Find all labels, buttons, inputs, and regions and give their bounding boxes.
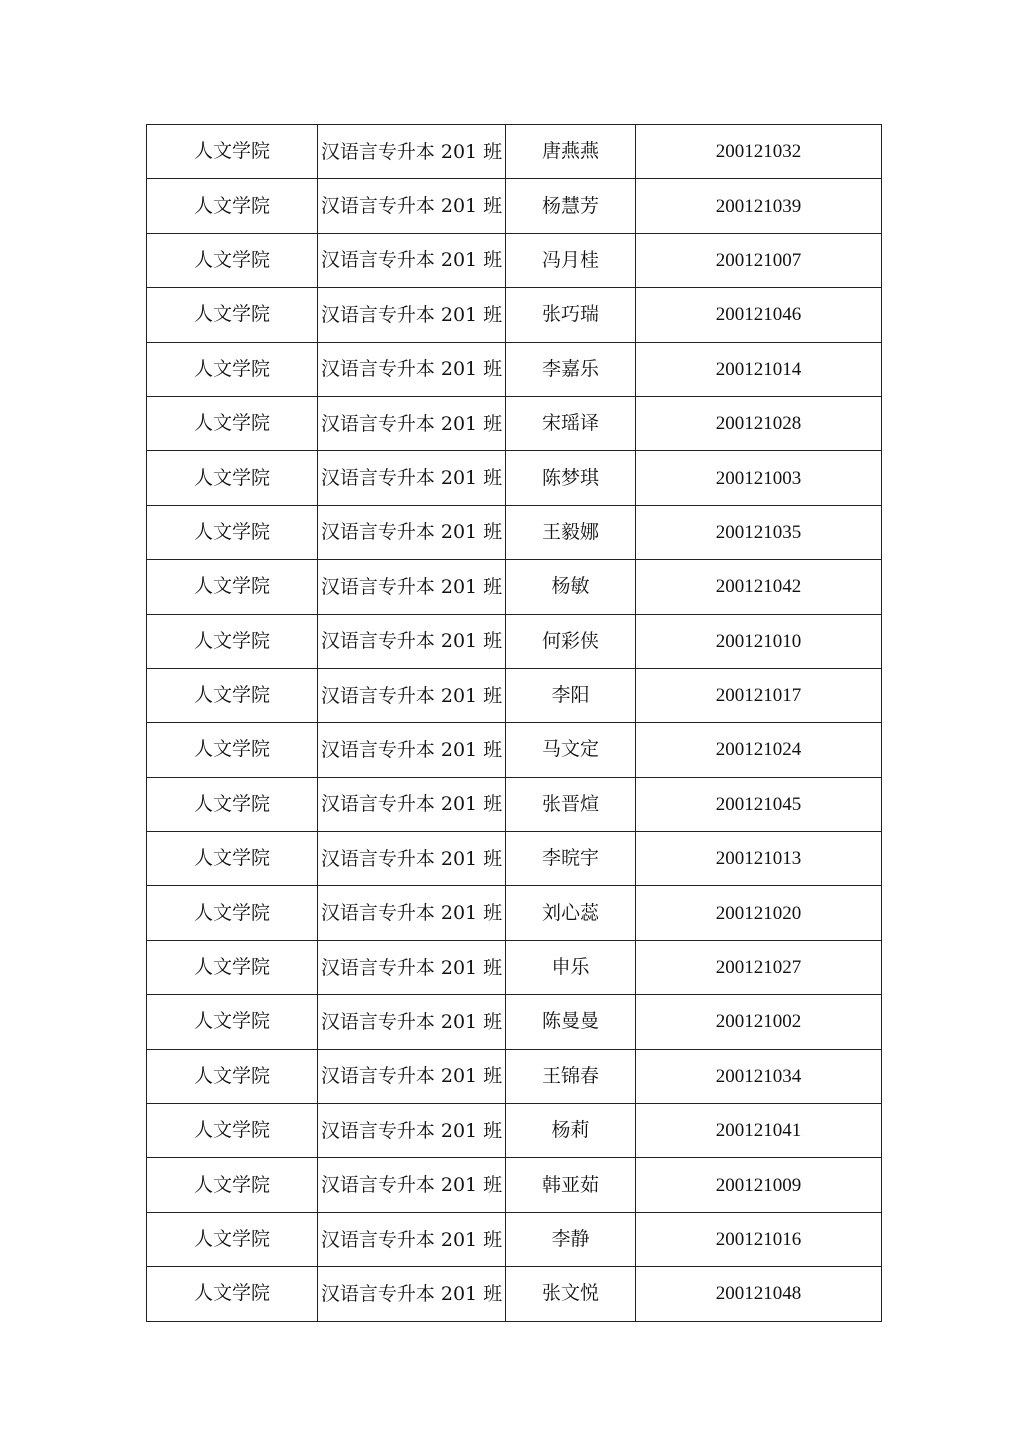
table-row xyxy=(147,940,882,994)
student-name-cell xyxy=(506,560,636,614)
class-cell xyxy=(318,288,506,342)
student-name-cell-text: 陈梦琪 xyxy=(541,466,599,489)
class-cell-text: 汉语言专升本 201 班 xyxy=(320,684,503,707)
student-name-cell xyxy=(506,1212,636,1266)
student-id-cell xyxy=(636,179,882,233)
student-id-cell xyxy=(636,886,882,940)
student-name-cell xyxy=(506,179,636,233)
student-id-cell-text: 200121017 xyxy=(715,685,802,707)
college-cell xyxy=(147,125,318,179)
table-row xyxy=(147,1049,882,1103)
college-cell-text: 人文学院 xyxy=(193,738,270,761)
class-cell-text: 汉语言专升本 201 班 xyxy=(320,1010,503,1033)
class-cell-text: 汉语言专升本 201 班 xyxy=(320,1228,503,1251)
student-id-cell-text: 200121042 xyxy=(715,576,802,598)
student-id-cell-text: 200121035 xyxy=(715,521,802,543)
class-cell xyxy=(318,995,506,1049)
college-cell xyxy=(147,342,318,396)
class-cell xyxy=(318,125,506,179)
student-id-cell-text: 200121048 xyxy=(715,1283,802,1305)
student-id-cell-text: 200121039 xyxy=(715,195,802,217)
table-row xyxy=(147,560,882,614)
student-name-cell xyxy=(506,1104,636,1158)
college-cell xyxy=(147,777,318,831)
college-cell xyxy=(147,396,318,450)
student-name-cell-text: 马文定 xyxy=(541,738,599,761)
table-row xyxy=(147,396,882,450)
class-cell xyxy=(318,886,506,940)
table-row xyxy=(147,723,882,777)
table-row xyxy=(147,451,882,505)
table-row xyxy=(147,1104,882,1158)
student-name-cell-text: 杨敏 xyxy=(551,575,590,598)
student-id-cell xyxy=(636,233,882,287)
student-name-cell xyxy=(506,940,636,994)
student-id-cell xyxy=(636,995,882,1049)
table-row xyxy=(147,1158,882,1212)
student-id-cell xyxy=(636,668,882,722)
class-cell-text: 汉语言专升本 201 班 xyxy=(320,630,503,653)
college-cell xyxy=(147,1104,318,1158)
college-cell-text: 人文学院 xyxy=(193,1010,270,1033)
student-id-cell-text: 200121002 xyxy=(715,1011,802,1033)
student-id-cell-text: 200121010 xyxy=(715,630,802,652)
college-cell xyxy=(147,505,318,559)
class-cell-text: 汉语言专升本 201 班 xyxy=(320,358,503,381)
student-id-cell-text: 200121020 xyxy=(715,902,802,924)
college-cell-text: 人文学院 xyxy=(193,901,270,924)
student-id-cell xyxy=(636,940,882,994)
college-cell-text: 人文学院 xyxy=(193,684,270,707)
college-cell xyxy=(147,832,318,886)
student-id-cell-text: 200121046 xyxy=(715,304,802,326)
class-cell-text: 汉语言专升本 201 班 xyxy=(320,847,503,870)
class-cell xyxy=(318,451,506,505)
college-cell-text: 人文学院 xyxy=(193,1119,270,1142)
class-cell xyxy=(318,1158,506,1212)
table-row xyxy=(147,995,882,1049)
table-row xyxy=(147,342,882,396)
student-name-cell-text: 王毅娜 xyxy=(541,520,599,543)
student-name-cell-text: 宋瑶译 xyxy=(541,412,599,435)
table-row xyxy=(147,614,882,668)
student-id-cell xyxy=(636,1212,882,1266)
student-id-cell-text: 200121032 xyxy=(715,141,802,163)
student-id-cell-text: 200121045 xyxy=(715,793,802,815)
table-row xyxy=(147,1267,882,1321)
student-name-cell xyxy=(506,614,636,668)
class-cell xyxy=(318,560,506,614)
student-id-cell-text: 200121013 xyxy=(715,848,802,870)
class-cell-text: 汉语言专升本 201 班 xyxy=(320,1065,503,1088)
student-name-cell-text: 杨莉 xyxy=(551,1119,590,1142)
student-id-cell xyxy=(636,723,882,777)
student-name-cell xyxy=(506,886,636,940)
college-cell xyxy=(147,560,318,614)
table-row xyxy=(147,179,882,233)
college-cell xyxy=(147,1158,318,1212)
student-id-cell-text: 200121003 xyxy=(715,467,802,489)
student-name-cell-text: 张巧瑞 xyxy=(541,303,599,326)
class-cell-text: 汉语言专升本 201 班 xyxy=(320,575,503,598)
student-name-cell-text: 王锦春 xyxy=(541,1064,599,1087)
college-cell xyxy=(147,614,318,668)
college-cell-text: 人文学院 xyxy=(193,520,270,543)
class-cell xyxy=(318,179,506,233)
college-cell xyxy=(147,1212,318,1266)
student-id-cell xyxy=(636,560,882,614)
student-name-cell xyxy=(506,233,636,287)
student-name-cell-text: 杨慧芳 xyxy=(541,194,599,217)
class-cell-text: 汉语言专升本 201 班 xyxy=(320,412,503,435)
student-id-cell xyxy=(636,505,882,559)
class-cell xyxy=(318,668,506,722)
student-id-cell xyxy=(636,342,882,396)
student-id-cell-text: 200121016 xyxy=(715,1229,802,1250)
college-cell xyxy=(147,886,318,940)
class-cell xyxy=(318,1049,506,1103)
student-id-cell-text: 200121024 xyxy=(715,739,802,761)
student-name-cell xyxy=(506,125,636,179)
student-name-cell-text: 李静 xyxy=(551,1228,590,1250)
student-id-cell xyxy=(636,396,882,450)
class-cell-text: 汉语言专升本 201 班 xyxy=(320,467,503,490)
student-name-cell-text: 李晥宇 xyxy=(541,847,599,870)
college-cell xyxy=(147,723,318,777)
student-name-cell-text: 陈曼曼 xyxy=(541,1010,599,1033)
student-name-cell xyxy=(506,777,636,831)
student-id-cell-text: 200121041 xyxy=(715,1120,802,1142)
student-name-cell-text: 冯月桂 xyxy=(541,248,599,271)
table-row xyxy=(147,777,882,831)
class-cell-text: 汉语言专升本 201 班 xyxy=(320,793,503,816)
student-id-cell xyxy=(636,288,882,342)
class-cell xyxy=(318,1104,506,1158)
student-roster-table xyxy=(146,124,882,1322)
college-cell xyxy=(147,233,318,287)
student-id-cell-text: 200121027 xyxy=(715,957,802,979)
class-cell-text: 汉语言专升本 201 班 xyxy=(320,521,503,544)
student-name-cell xyxy=(506,995,636,1049)
class-cell xyxy=(318,723,506,777)
class-cell xyxy=(318,832,506,886)
student-name-cell-text: 李阳 xyxy=(551,684,590,707)
student-id-cell-text: 200121007 xyxy=(715,249,802,271)
class-cell-text: 汉语言专升本 201 班 xyxy=(320,902,503,925)
table-row xyxy=(147,886,882,940)
class-cell xyxy=(318,1212,506,1266)
class-cell-text: 汉语言专升本 201 班 xyxy=(320,1119,503,1142)
student-name-cell-text: 唐燕燕 xyxy=(541,140,599,163)
college-cell-text: 人文学院 xyxy=(193,575,270,598)
college-cell xyxy=(147,179,318,233)
class-cell xyxy=(318,1267,506,1321)
class-cell xyxy=(318,940,506,994)
college-cell-text: 人文学院 xyxy=(193,629,270,652)
class-cell xyxy=(318,233,506,287)
student-name-cell xyxy=(506,1267,636,1321)
college-cell-text: 人文学院 xyxy=(193,303,270,326)
college-cell xyxy=(147,288,318,342)
student-id-cell xyxy=(636,1158,882,1212)
student-name-cell-text: 张文悦 xyxy=(541,1282,599,1305)
table-row xyxy=(147,832,882,886)
student-id-cell xyxy=(636,125,882,179)
student-id-cell xyxy=(636,1104,882,1158)
student-name-cell xyxy=(506,396,636,450)
college-cell-text: 人文学院 xyxy=(193,1282,270,1305)
college-cell xyxy=(147,1267,318,1321)
class-cell-text: 汉语言专升本 201 班 xyxy=(320,140,503,163)
class-cell xyxy=(318,396,506,450)
student-name-cell-text: 李嘉乐 xyxy=(541,357,599,380)
student-name-cell xyxy=(506,668,636,722)
college-cell xyxy=(147,995,318,1049)
student-name-cell xyxy=(506,342,636,396)
student-name-cell-text: 张晋煊 xyxy=(541,792,599,815)
table-row xyxy=(147,1212,882,1266)
student-name-cell xyxy=(506,1158,636,1212)
college-cell xyxy=(147,1049,318,1103)
class-cell xyxy=(318,505,506,559)
class-cell-text: 汉语言专升本 201 班 xyxy=(320,195,503,218)
college-cell-text: 人文学院 xyxy=(193,412,270,435)
student-id-cell xyxy=(636,614,882,668)
table-row xyxy=(147,233,882,287)
student-id-cell xyxy=(636,832,882,886)
student-name-cell-text: 韩亚茹 xyxy=(541,1173,599,1196)
table-row xyxy=(147,125,882,179)
class-cell-text: 汉语言专升本 201 班 xyxy=(320,303,503,326)
student-name-cell-text: 刘心蕊 xyxy=(541,901,599,924)
college-cell-text: 人文学院 xyxy=(193,357,270,380)
student-name-cell-text: 申乐 xyxy=(551,956,590,979)
college-cell-text: 人文学院 xyxy=(193,194,270,217)
class-cell xyxy=(318,342,506,396)
college-cell-text: 人文学院 xyxy=(193,466,270,489)
college-cell-text: 人文学院 xyxy=(193,792,270,815)
table-row xyxy=(147,668,882,722)
student-name-cell xyxy=(506,832,636,886)
student-name-cell xyxy=(506,1049,636,1103)
student-name-cell xyxy=(506,723,636,777)
student-id-cell-text: 200121028 xyxy=(715,413,802,435)
class-cell-text: 汉语言专升本 201 班 xyxy=(320,249,503,272)
college-cell-text: 人文学院 xyxy=(193,956,270,979)
student-id-cell xyxy=(636,1049,882,1103)
student-name-cell xyxy=(506,505,636,559)
student-name-cell xyxy=(506,288,636,342)
student-id-cell-text: 200121014 xyxy=(715,358,802,380)
college-cell-text: 人文学院 xyxy=(193,1173,270,1196)
college-cell-text: 人文学院 xyxy=(193,847,270,870)
roster-table-body xyxy=(147,125,882,1322)
table-row xyxy=(147,288,882,342)
student-id-cell-text: 200121009 xyxy=(715,1174,802,1196)
student-id-cell-text: 200121034 xyxy=(715,1065,802,1087)
class-cell-text: 汉语言专升本 201 班 xyxy=(320,956,503,979)
student-id-cell xyxy=(636,1267,882,1321)
class-cell-text: 汉语言专升本 201 班 xyxy=(320,1282,503,1305)
college-cell xyxy=(147,451,318,505)
college-cell-text: 人文学院 xyxy=(193,1064,270,1087)
college-cell-text: 人文学院 xyxy=(193,140,270,163)
student-id-cell xyxy=(636,451,882,505)
college-cell-text: 人文学院 xyxy=(193,1228,270,1250)
class-cell xyxy=(318,777,506,831)
college-cell xyxy=(147,668,318,722)
student-name-cell-text: 何彩侠 xyxy=(541,629,599,652)
student-name-cell xyxy=(506,451,636,505)
college-cell xyxy=(147,940,318,994)
class-cell xyxy=(318,614,506,668)
table-row xyxy=(147,505,882,559)
college-cell-text: 人文学院 xyxy=(193,248,270,271)
student-id-cell xyxy=(636,777,882,831)
class-cell-text: 汉语言专升本 201 班 xyxy=(320,1174,503,1197)
class-cell-text: 汉语言专升本 201 班 xyxy=(320,738,503,761)
